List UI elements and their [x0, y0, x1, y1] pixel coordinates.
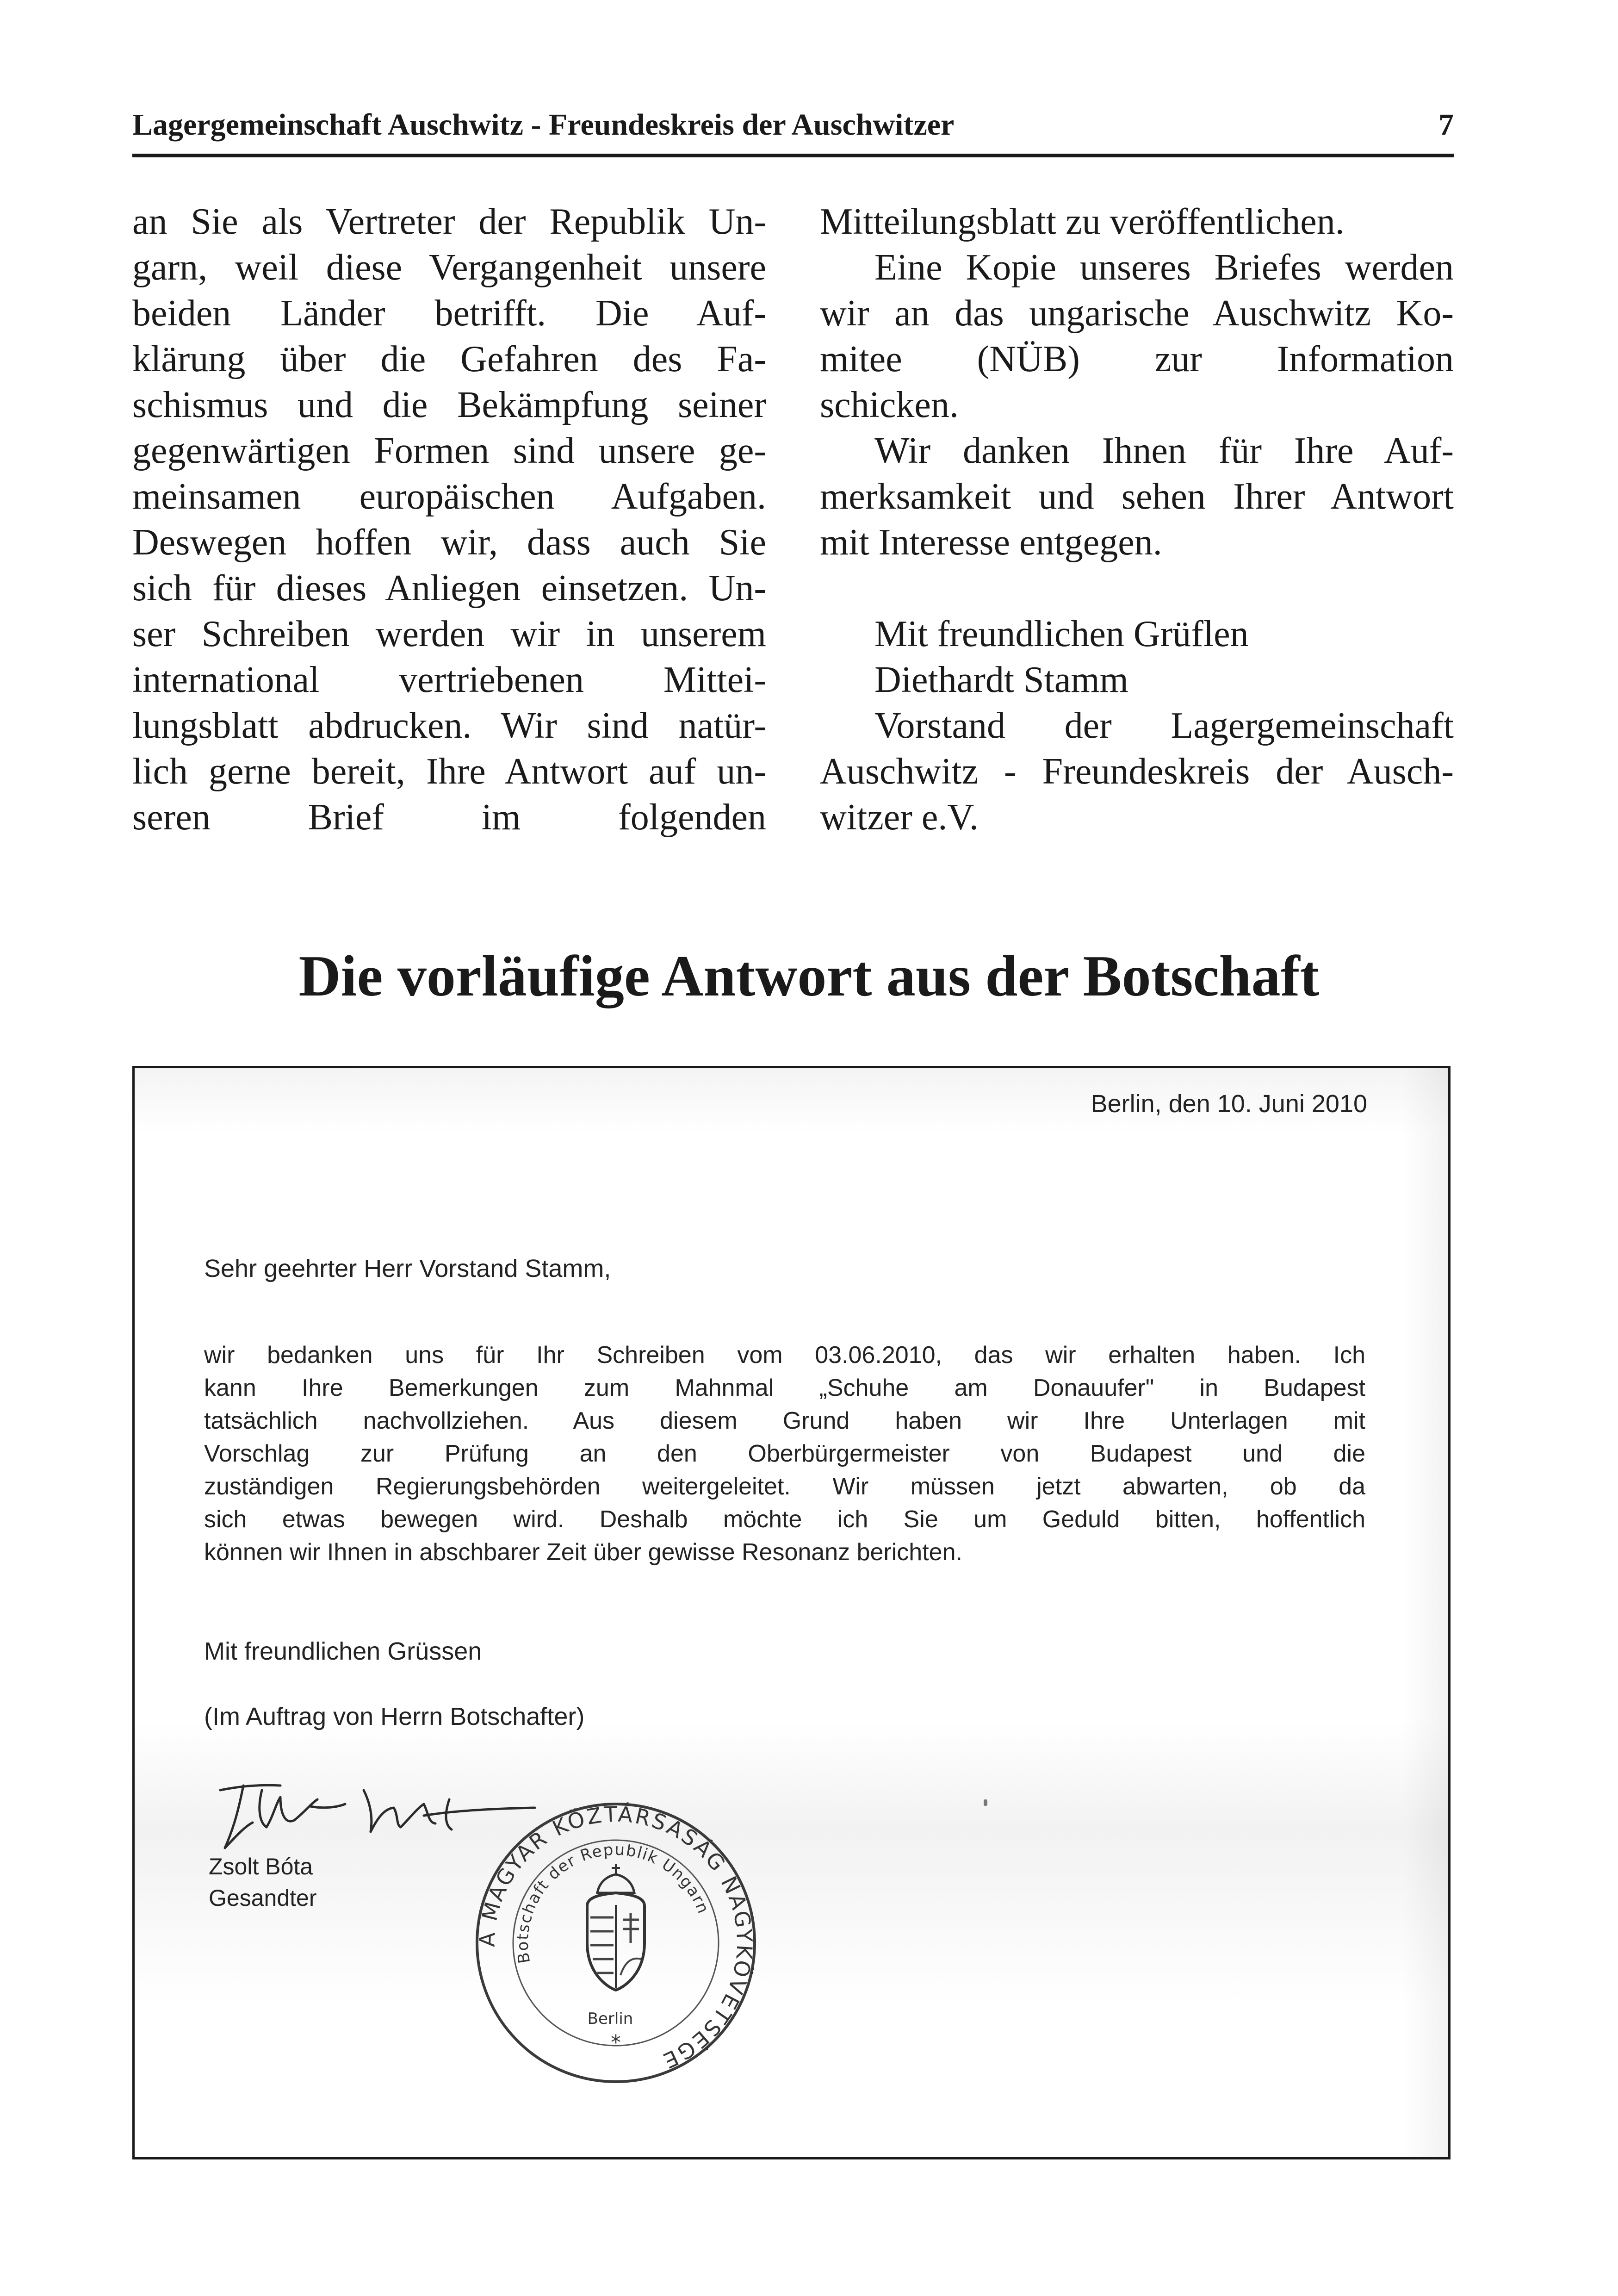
scan-background [135, 1068, 1448, 2157]
stamp-star-icon: * [611, 2031, 621, 2054]
closing-greeting: Mit freundlichen Grüflen [874, 614, 1249, 654]
right-line: Eine Kopie unseres Briefes werden [874, 247, 1454, 288]
right-line: wir an das ungarische Auschwitz Ko- [820, 293, 1454, 334]
left-line: gegenwärtigen Formen sind unsere ge- [132, 430, 766, 471]
left-line: meinsamen europäischen Aufgaben. [132, 476, 766, 517]
sender-name: Zsolt Bóta [209, 1854, 313, 1879]
coat-of-arms-icon [587, 1864, 645, 1990]
embassy-stamp [463, 1790, 769, 2096]
letter-body [204, 1339, 1365, 1569]
letter-on-behalf: (Im Auftrag von Herrn Botschafter) [204, 1703, 585, 1730]
scan-speck [984, 1799, 987, 1806]
left-line: ser Schreiben werden wir in unserem [132, 614, 766, 654]
right-line: mit Interesse entgegen. [820, 522, 1162, 563]
signer-name: Diethardt Stamm [874, 660, 1128, 700]
stamp-outer-text: A MAGYAR KÖZTÁRSASÁG NAGYKÖVETSÉGE [474, 1801, 757, 2074]
left-line: sich für dieses Anliegen einsetzen. Un- [132, 568, 766, 609]
scanned-letter [132, 1066, 1451, 2159]
running-header [132, 103, 1454, 157]
letter-closing: Mit freundlichen Grüssen [204, 1637, 482, 1665]
left-line: schismus und die Bekämpfung seiner [132, 385, 766, 425]
left-line: lungsblatt abdrucken. Wir sind natür- [132, 705, 766, 746]
signer-role-line: Auschwitz - Freundeskreis der Ausch- [820, 751, 1454, 792]
right-column [820, 199, 1454, 840]
spacer [820, 566, 1454, 611]
left-line: seren Brief im folgenden [132, 797, 766, 838]
right-line: Wir danken Ihnen für Ihre Auf- [874, 430, 1454, 471]
left-column [132, 199, 766, 840]
letter-line: zuständigen Regierungsbehörden weitergeleitet. Wir müssen jetzt abwarten, ob da [204, 1473, 1365, 1500]
signer-role-line: witzer e.V. [820, 797, 979, 838]
right-line: Mitteilungsblatt zu veröffentlichen. [820, 201, 1345, 242]
letter-line: sich etwas bewegen wird. Deshalb möchte ich Sie um Geduld bitten, hoffentlich [204, 1506, 1365, 1533]
letter-line: wir bedanken uns für Ihr Schreiben vom 03.06.2010, das wir erhalten haben. Ich [204, 1342, 1365, 1369]
page-number: 7 [1438, 108, 1454, 142]
section-title: Die vorläufige Antwort aus der Botschaft [298, 944, 1320, 1008]
left-line: klärung über die Gefahren des Fa- [132, 339, 766, 380]
left-line: garn, weil diese Vergangenheit unsere [132, 247, 766, 288]
sender-role: Gesandter [209, 1885, 317, 1911]
letter-line: kann Ihre Bemerkungen zum Mahnmal „Schuhe am Donauufer" in Budapest [204, 1375, 1365, 1401]
stamp-inner-text: Botschaft der Republik Ungarn [513, 1840, 713, 1965]
letter-salutation: Sehr geehrter Herr Vorstand Stamm, [204, 1255, 611, 1282]
letter-line: Vorschlag zur Prüfung an den Oberbürgermeister von Budapest und die [204, 1440, 1365, 1467]
right-line: merksamkeit und sehen Ihrer Antwort [820, 476, 1454, 517]
left-line: beiden Länder betrifft. Die Auf- [132, 293, 766, 334]
stamp-city: Berlin [587, 2010, 633, 2028]
letter-line: können wir Ihnen in abschbarer Zeit über gewisse Resonanz berichten. [204, 1539, 962, 1566]
signer-role-line: Vorstand der Lagergemeinschaft [874, 705, 1454, 746]
journal-title: Lagergemeinschaft Auschwitz - Freundeskreis der Auschwitzer [132, 108, 955, 142]
right-line: schicken. [820, 385, 959, 425]
left-line: international vertriebenen Mittei- [132, 660, 766, 700]
letter-line: tatsächlich nachvollziehen. Aus diesem Grund haben wir Ihre Unterlagen mit [204, 1407, 1365, 1434]
left-line: an Sie als Vertreter der Republik Un- [132, 201, 766, 242]
letter-date: Berlin, den 10. Juni 2010 [1091, 1090, 1367, 1118]
left-line: lich gerne bereit, Ihre Antwort auf un- [132, 751, 766, 792]
left-line: Deswegen hoffen wir, dass auch Sie [132, 522, 766, 563]
right-line: mitee (NÜB) zur Information [820, 339, 1454, 380]
